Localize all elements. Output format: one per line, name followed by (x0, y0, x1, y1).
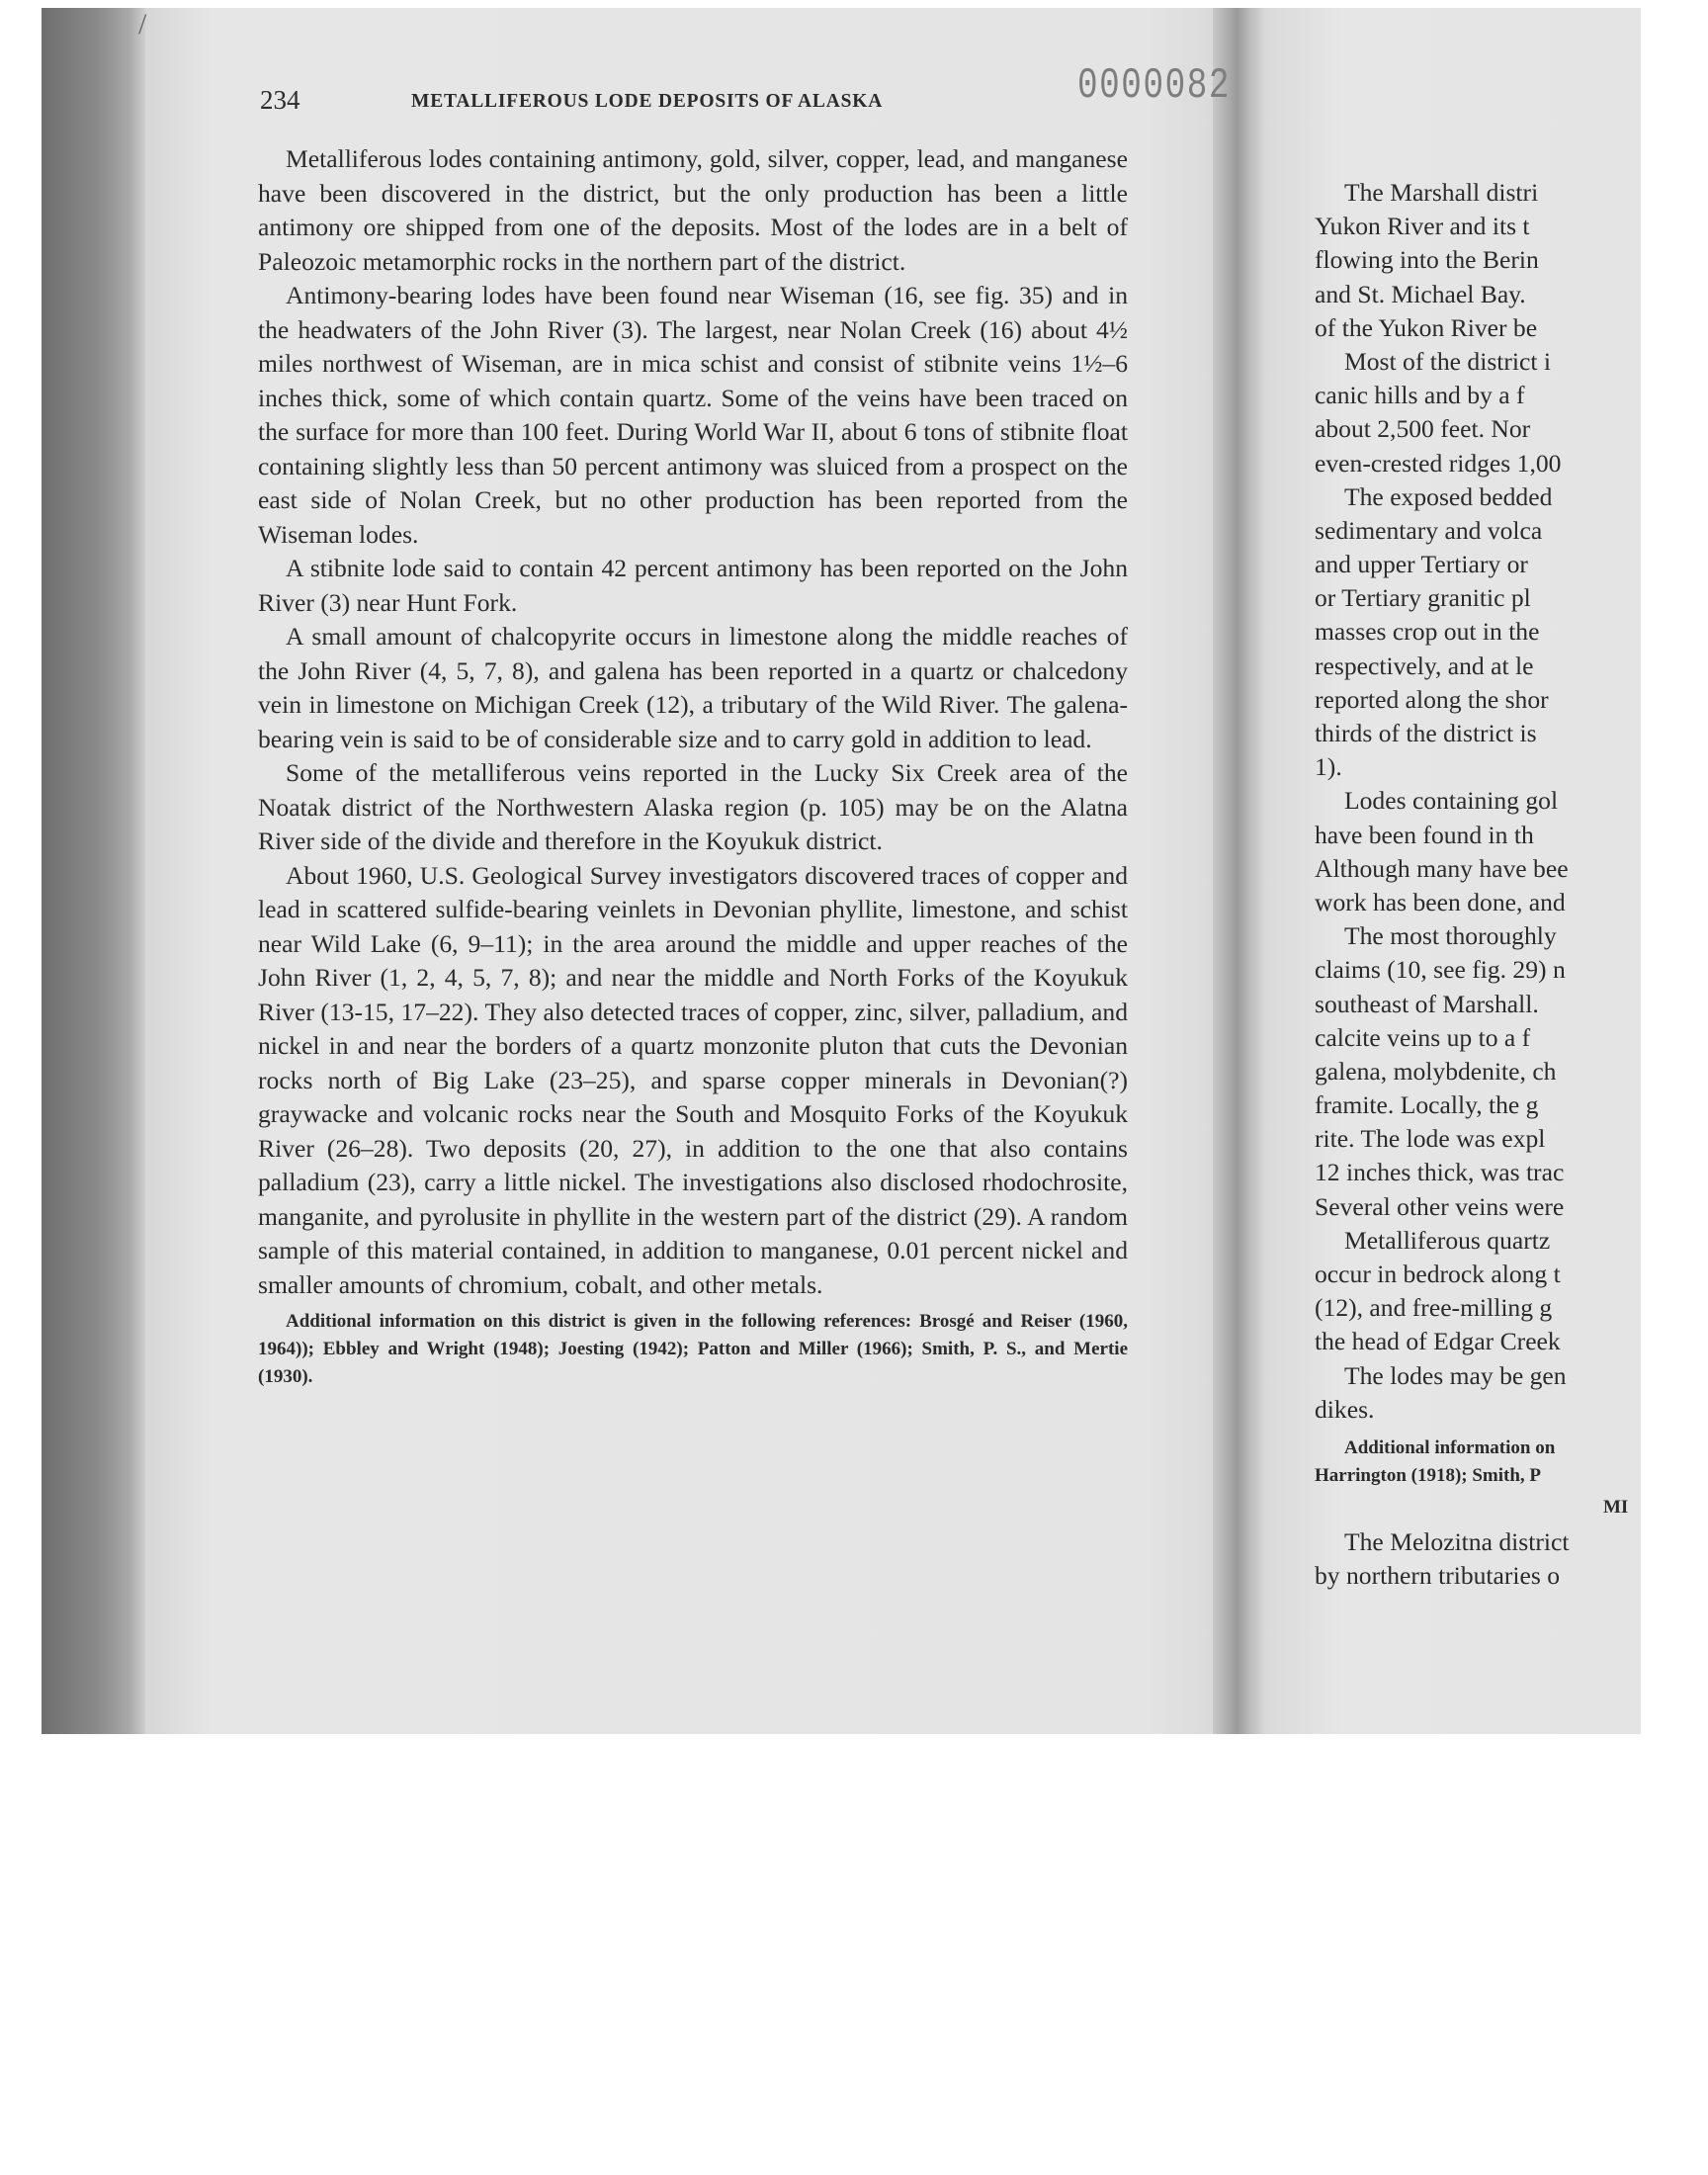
right-line: 1). (1315, 752, 1342, 782)
right-section-heading: MI (1603, 1496, 1629, 1518)
right-line: reported along the shor (1315, 684, 1549, 714)
right-line: The exposed bedded (1344, 481, 1553, 511)
right-line: thirds of the district is (1315, 719, 1537, 747)
right-line: dikes. (1315, 1394, 1375, 1424)
page-number: 234 (260, 85, 300, 115)
right-line: even-crested ridges 1,00 (1315, 448, 1562, 478)
right-line: (12), and free-milling g (1315, 1293, 1553, 1323)
right-line: Although many have bee (1315, 853, 1569, 883)
running-head: METALLIFEROUS LODE DEPOSITS OF ALASKA (411, 91, 884, 112)
right-line: calcite veins up to a f (1315, 1022, 1531, 1052)
right-line: The lodes may be gen (1344, 1360, 1567, 1390)
right-line: masses crop out in the (1315, 617, 1540, 647)
right-line: and upper Tertiary or (1315, 550, 1528, 579)
page-gutter (1213, 8, 1267, 1734)
right-line: The Marshall distri (1344, 178, 1539, 207)
right-line: southeast of Marshall. (1315, 989, 1539, 1018)
right-line: framite. Locally, the g (1315, 1090, 1539, 1120)
right-line: claims (10, see fig. 29) n (1315, 955, 1566, 985)
right-line: Several other veins were (1315, 1191, 1565, 1221)
paragraph: Antimony-bearing lodes have been found near Wiseman (16, see fig. 35) and in the headwaters of the John River (3). The largest, near Nolan Creek (16) about 4½ miles northwest of Wiseman, are in mica schist and consist of stibnite veins 1½–6 inches thick, some of which contain quartz. Some of the veins have been traced on the surface for more than 100 feet. During World War II, about 6 tons of stibnite float containing slightly less than 50 percent antimony was sluiced from a prospect on the east side of Nolan Creek, but no other production has been reported from the Wiseman lodes. (258, 281, 1128, 549)
right-line: respectively, and at le (1315, 651, 1534, 680)
right-line: work has been done, and (1315, 887, 1566, 916)
right-reference-line: Additional information on (1344, 1436, 1556, 1458)
right-line: 12 inches thick, was trac (1315, 1158, 1565, 1187)
references-note: Additional information on this district is given in the following references: Brosgé and Reiser (1960, 1964)); Ebbley and Wright (1948); Joesting (1942); Patton and Miller (1966); Smith, P. S., and Mertie (1930). (258, 1311, 1128, 1387)
right-line: Metalliferous quartz (1344, 1225, 1551, 1255)
right-line: flowing into the Berin (1315, 245, 1539, 275)
paragraph: Metalliferous lodes containing antimony, gold, silver, copper, lead, and manganese have been discovered in the district, but the only production has been a little antimony ore shipped from one of the deposits. Most of the lodes are in a belt of Paleozoic metamorphic rocks in the northern part of the district. (258, 144, 1128, 276)
right-line: of the Yukon River be (1315, 312, 1538, 342)
right-line: Most of the district i (1344, 346, 1551, 376)
paragraph: A small amount of chalcopyrite occurs in limestone along the middle reaches of the John River (4, 5, 7, 8), and galena has been reported in a quartz or chalcedony vein in limestone on Michigan Creek (12), a tributary of the Wild River. The galena-bearing vein is said to be of considerable size and to carry gold in addition to lead. (258, 622, 1128, 753)
left-column (258, 142, 1128, 1391)
right-line: Yukon River and its t (1315, 212, 1530, 241)
document-stamp: 0000082 (1077, 61, 1232, 111)
right-line: rite. The lode was expl (1315, 1124, 1546, 1154)
right-line: about 2,500 feet. Nor (1315, 414, 1531, 444)
right-line: The Melozitna district (1344, 1526, 1570, 1556)
right-line: The most thoroughly (1344, 921, 1557, 951)
right-line: the head of Edgar Creek (1315, 1327, 1561, 1356)
right-line: occur in bedrock along t (1315, 1260, 1561, 1288)
right-line: or Tertiary granitic pl (1315, 583, 1531, 613)
right-line: canic hills and by a f (1315, 381, 1525, 410)
right-line: galena, molybdenite, ch (1315, 1056, 1557, 1086)
paragraph: A stibnite lode said to contain 42 percent antimony has been reported on the John River (3) near Hunt Fork. (258, 554, 1128, 617)
corner-mark: / (138, 8, 147, 41)
right-column-fragment (1315, 176, 1708, 1593)
right-line: sedimentary and volca (1315, 515, 1543, 545)
book-binding-shadow (42, 8, 145, 1734)
right-line: Lodes containing gol (1344, 786, 1559, 816)
right-line: by northern tributaries o (1315, 1561, 1561, 1591)
right-line: and St. Michael Bay. (1315, 279, 1526, 308)
right-line: have been found in th (1315, 820, 1534, 849)
right-reference-line: Harrington (1918); Smith, P (1315, 1464, 1542, 1486)
paragraph: Some of the metalliferous veins reported in the Lucky Six Creek area of the Noatak district of the Northwestern Alaska region (p. 105) may be on the Alatna River side of the divide and therefore in the Koyukuk district. (258, 758, 1128, 855)
paragraph: About 1960, U.S. Geological Survey investigators discovered traces of copper and lead in scattered sulfide-bearing veinlets in Devonian phyllite, limestone, and schist near Wild Lake (6, 9–11); in the area around the middle and upper reaches of the John River (1, 2, 4, 5, 7, 8); and near the middle and North Forks of the Koyukuk River (13-15, 17–22). They also detected traces of copper, zinc, silver, palladium, and nickel in and near the borders of a quartz monzonite pluton that cuts the Devonian rocks north of Big Lake (23–25), and sparse copper minerals in Devonian(?) graywacke and volcanic rocks near the South and Mosquito Forks of the Koyukuk River (26–28). Two deposits (20, 27), in addition to the one that also contains palladium (23), carry a little nickel. The investigations also disclosed rhodochrosite, manganite, and pyrolusite in phyllite in the western part of the district (29). A random sample of this material contained, in addition to manganese, 0.01 percent nickel and smaller amounts of chromium, cobalt, and other metals. (258, 860, 1128, 1299)
